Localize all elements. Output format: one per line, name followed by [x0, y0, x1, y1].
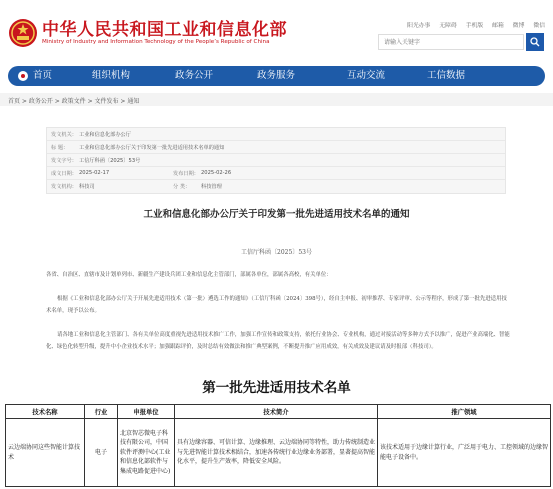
toplink-sunshine[interactable]: 阳光办事 — [407, 23, 431, 29]
top-links — [407, 20, 545, 29]
table-row — [6, 419, 551, 487]
cell-intro: 具有边缘容器、可信计算、边缘推理、云边端协同等特性，助力传统制造业与先进智能计算技术相结合，加速各传统行业边缘业务部署，显著提高智能化水平，提升生产效率，降低安全风险。 — [175, 419, 378, 487]
column-header: 推广领域 — [378, 405, 551, 419]
meta-label: 分 类： — [173, 184, 191, 190]
meta-value: 2025-02-26 — [201, 170, 232, 176]
nav-item-organization[interactable]: 组织机构 — [92, 70, 131, 81]
home-icon — [18, 71, 28, 81]
meta-row-issuer — [47, 128, 505, 141]
meta-label: 发文机关： — [51, 131, 77, 138]
table-header-row — [6, 405, 551, 419]
document-paragraph: 各省、自治区、直辖市及计划单列市、新疆生产建设兵团工业和信息化主管部门，部属各单位，部属各高校，有关单位： — [46, 272, 332, 278]
site-title[interactable]: 中华人民共和国工业和信息化部 — [42, 20, 287, 40]
nav-item-interaction[interactable]: 互动交流 — [347, 70, 386, 81]
meta-value: 科技管理 — [201, 184, 222, 190]
list-title: 第一批先进适用技术名单 — [202, 380, 351, 396]
breadcrumb[interactable]: 首页 > 政务公开 > 政策文件 > 文件发布 > 通知 — [8, 98, 140, 105]
meta-row-doc-number — [47, 154, 505, 167]
column-header: 行业 — [85, 405, 118, 419]
national-emblem-icon — [8, 18, 38, 48]
meta-label: 成文日期： — [51, 170, 77, 177]
toplink-mail[interactable]: 邮箱 — [492, 23, 504, 29]
document-number: 工信厅科函〔2025〕53号 — [241, 249, 312, 256]
nav-item-services[interactable]: 政务服务 — [257, 70, 296, 81]
meta-value: 科技司 — [79, 184, 95, 190]
main-nav — [8, 66, 545, 86]
meta-value: 2025-02-17 — [79, 170, 110, 176]
meta-label: 标 题： — [51, 144, 69, 151]
cell-field: 该技术适用于边缘计算行业，广泛用于电力、工控领域的边缘智能电子设备中。 — [378, 419, 551, 487]
site-subtitle: Ministry of Industry and Information Technology of the People’s Republic of China — [42, 39, 270, 45]
meta-row-dates — [47, 167, 505, 180]
document-title: 工业和信息化部办公厅关于印发第一批先进适用技术名单的通知 — [143, 209, 410, 220]
nav-item-government-affairs[interactable]: 政务公开 — [175, 70, 214, 81]
document-paragraph: 根据《工业和信息化部办公厅关于开展先进适用技术（第一批）遴选工作的通知》（工信厅科函〔2024〕398号），经自主申报、初审推荐、专家评审、公示等程序，形成了第一批先进适用技术名单，现予以公布。 — [46, 296, 507, 314]
meta-value: 工信厅科函〔2025〕53号 — [79, 157, 141, 164]
meta-label: 发文字号： — [51, 157, 77, 164]
site-header — [0, 0, 553, 62]
document-meta — [46, 127, 506, 194]
cell-tech-name: 云边端协同这些智能计算技术 — [6, 419, 85, 487]
search-icon — [530, 37, 540, 47]
nav-item-label: 首页 — [33, 70, 53, 81]
document-paragraph: 请各地工业和信息化主管部门、各有关单位高度重视先进适用技术推广工作，加强工作宣传和政策支持，依托行业协会、专业机构，通过对接活动等多种方式予以推广，促进产业高端化、智能化、绿色化转型升级，提升中小企业技术水平；加强跟踪评价，及时总结有效做法和推广典型案例，不断提升推广应用成效，有关成效及建议请及时报部（科技司）。 — [46, 332, 510, 350]
meta-value: 工业和信息化部办公厅关于印发第一批先进适用技术名单的通知 — [79, 144, 225, 151]
toplink-weibo[interactable]: 微博 — [512, 23, 525, 29]
toplink-accessibility[interactable]: 无障碍 — [439, 23, 457, 29]
cell-industry: 电子 — [85, 419, 118, 487]
toplink-mobile[interactable]: 手机版 — [465, 23, 484, 29]
search-button[interactable] — [526, 33, 544, 51]
search-input[interactable] — [378, 34, 524, 50]
toplink-wechat[interactable]: 微信 — [533, 23, 545, 29]
meta-row-org — [47, 180, 505, 193]
technology-table — [5, 404, 551, 487]
meta-row-title — [47, 141, 505, 154]
meta-value: 工业和信息化部办公厅 — [79, 131, 131, 138]
column-header: 技术简介 — [175, 405, 378, 419]
nav-item-home[interactable] — [14, 66, 74, 86]
meta-label: 发布日期： — [173, 170, 199, 177]
column-header: 申报单位 — [118, 405, 175, 419]
cell-applicant: 北京智芯微电子科技有限公司，中国软件评测中心(工业和信息化部软件与集成电路促进中心) — [118, 419, 175, 487]
meta-label: 发文机构： — [51, 184, 77, 190]
column-header: 技术名称 — [6, 405, 85, 419]
nav-item-data[interactable]: 工信数据 — [427, 70, 466, 81]
